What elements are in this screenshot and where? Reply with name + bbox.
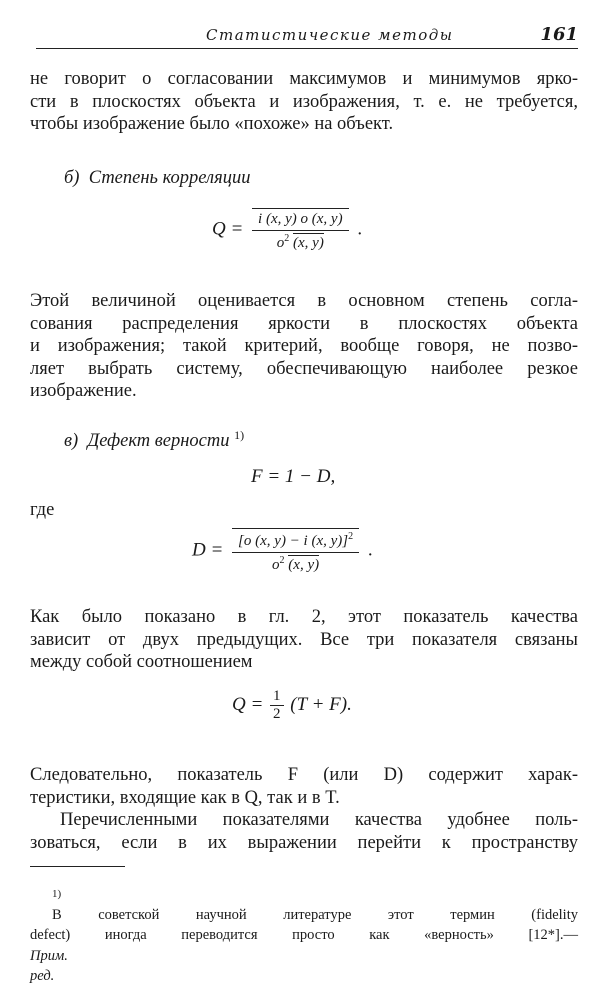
section-label: в) bbox=[64, 431, 79, 452]
footnote-text: В советской научной литературе этот термин (fidelity bbox=[52, 906, 578, 923]
fraction bbox=[252, 208, 349, 252]
paragraph-1-line: сти в плоскостях объекта и изображения, т. е. не требуется, bbox=[30, 91, 578, 112]
paragraph-2-line: и изображения; такой критерий, вообще говоря, не позво- bbox=[30, 336, 578, 357]
paragraph-3-line: между собой соотношением bbox=[30, 652, 253, 673]
header-rule bbox=[36, 48, 578, 49]
denominator-exponent: 2 bbox=[284, 233, 290, 244]
formula-relation bbox=[232, 688, 352, 723]
paragraph-2-line: ляет выбрать систему, обеспечивающую наиболее резкое bbox=[30, 358, 578, 379]
footnote-reference: 1) bbox=[234, 428, 245, 442]
paragraph-3-line: зависит от двух предыдущих. Все три показателя связаны bbox=[30, 629, 578, 650]
paragraph-1-line: не говорит о согласовании максимумов и минимумов ярко- bbox=[30, 69, 578, 89]
formula-defect bbox=[192, 528, 373, 574]
paragraph-2-line: Этой величиной оценивается в основном степень согла- bbox=[30, 291, 578, 311]
formula-lhs: D = bbox=[192, 539, 224, 561]
footnote-rule bbox=[30, 866, 125, 867]
formula-fidelity: F = 1 − D, bbox=[251, 466, 336, 487]
formula-rhs: (T + F). bbox=[290, 693, 352, 715]
fraction-denominator: 2 bbox=[270, 705, 284, 723]
denominator-base: o bbox=[272, 557, 280, 573]
footnote-text: defect) иногда переводится просто как «верность» [12*].— bbox=[30, 927, 578, 943]
paragraph-1-line: чтобы изображение было «похоже» на объект. bbox=[30, 114, 394, 135]
section-label: б) bbox=[64, 168, 80, 188]
paragraph-4 bbox=[30, 764, 578, 854]
where-label: где bbox=[30, 500, 55, 520]
paragraph-3-line: Как было показано в гл. 2, этот показатель качества bbox=[30, 607, 578, 627]
denominator-base: o bbox=[276, 235, 285, 251]
section-title-text: Степень корреляции bbox=[88, 168, 251, 188]
denominator-args: (x, y) bbox=[293, 235, 324, 251]
footnote-line bbox=[30, 925, 578, 966]
fraction-numerator: i (x, y) o (x, y) bbox=[252, 208, 349, 230]
numerator-text: [o (x, y) − i (x, y)] bbox=[238, 533, 349, 549]
fraction-numerator bbox=[232, 528, 359, 552]
running-title: Статистические методы bbox=[206, 26, 454, 44]
numerator-exponent: 2 bbox=[348, 531, 354, 542]
paragraph-4-line: Следовательно, показатель F (или D) содержит харак- bbox=[30, 765, 578, 785]
section-heading-fidelity-defect bbox=[64, 428, 244, 452]
paragraph-2-line: изображение. bbox=[30, 381, 137, 402]
fraction-denominator bbox=[252, 230, 349, 252]
paragraph-2-line: сования распределения яркости в плоскостях объекта bbox=[30, 313, 578, 334]
footnote-line: ред. bbox=[30, 968, 55, 984]
paragraph-1 bbox=[30, 68, 578, 136]
fraction-one-half bbox=[270, 688, 284, 723]
paragraph-4-line: Перечисленными показателями качества удобнее поль- bbox=[60, 810, 578, 831]
formula-lhs: Q = bbox=[212, 218, 244, 240]
formula-punct: . bbox=[357, 218, 363, 240]
formula-punct: . bbox=[367, 539, 373, 561]
paragraph-3 bbox=[30, 606, 578, 674]
denominator-args: (x, y) bbox=[288, 557, 320, 573]
section-heading-correlation bbox=[64, 168, 250, 189]
formula-correlation bbox=[212, 208, 362, 252]
formula-lhs: Q = bbox=[232, 693, 264, 715]
footnote bbox=[30, 884, 578, 987]
fraction-numerator: 1 bbox=[273, 688, 281, 704]
denominator-exponent: 2 bbox=[279, 555, 285, 566]
paragraph-4-line: зоваться, если в их выражении перейти к пространству bbox=[30, 832, 578, 853]
footnote-number: 1) bbox=[52, 888, 62, 900]
editor-note: Прим. bbox=[30, 947, 68, 964]
fraction bbox=[232, 528, 359, 574]
paragraph-4-line: теристики, входящие как в Q, так и в T. bbox=[30, 787, 340, 808]
page-number: 161 bbox=[540, 24, 578, 45]
paragraph-2 bbox=[30, 290, 578, 403]
footnote-line bbox=[30, 884, 578, 925]
section-title-text: Дефект верности bbox=[87, 431, 230, 452]
running-head bbox=[36, 26, 578, 52]
fraction-denominator bbox=[232, 552, 359, 574]
